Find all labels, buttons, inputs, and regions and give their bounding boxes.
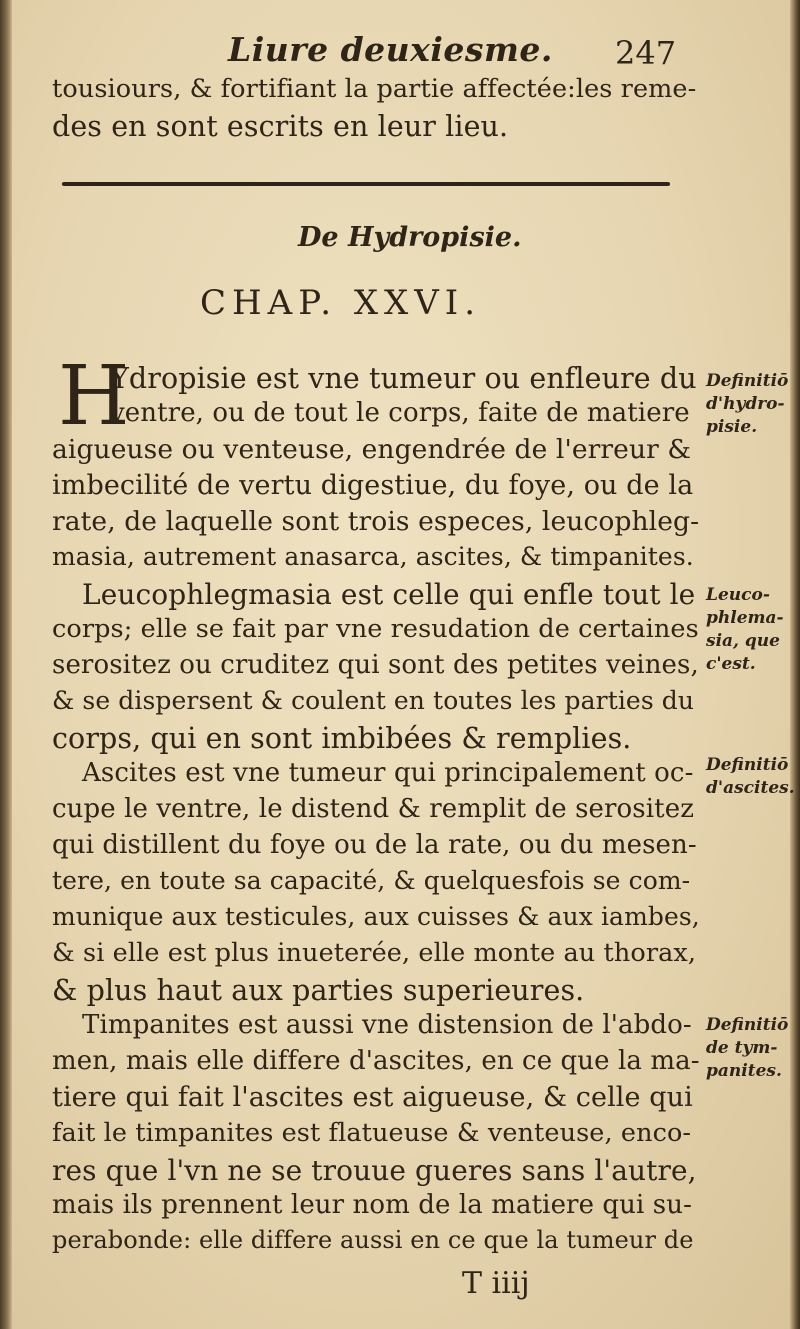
text-line: tousiours, & fortifiant la partie affectée:les reme- [52,74,697,104]
text-line: res que l'vn ne se trouue gueres sans l'autre, [52,1154,697,1187]
margin-note-line: Definitiō [706,1015,789,1035]
text-line: fait le timpanites est flatueuse & venteuse, enco- [52,1118,692,1148]
text-line: qui distillent du foye ou de la rate, ou du mesen- [52,830,697,860]
text-line: & se dispersent & coulent en toutes les parties du [52,686,695,715]
margin-note-line: c'est. [706,653,756,674]
margin-note-line: de tym- [706,1037,778,1058]
text-line: ventre, ou de tout le corps, faite de matiere [110,398,690,428]
margin-note-line: panites. [706,1060,782,1081]
drop-cap-letter: H [58,349,130,444]
margin-note-hydropisie [706,370,800,439]
margin-note-line: Leuco- [706,585,770,605]
text-line: Timpanites est aussi vne distension de l'abdo- [82,1010,692,1040]
section-divider-rule [62,182,670,186]
text-line: cupe le ventre, le distend & remplit de serositez [52,794,695,824]
text-line: Ascites est vne tumeur qui principalement oc- [82,758,694,788]
margin-note-line: phlema- [706,607,784,628]
margin-note-line: d'ascites. [706,777,795,798]
text-line: & plus haut aux parties superieures. [52,974,585,1007]
text-line: munique aux testicules, aux cuisses & aux iambes, [52,902,700,931]
text-line: serositez ou cruditez qui sont des petites veines, [52,650,699,680]
text-line: aigueuse ou venteuse, engendrée de l'erreur & [52,434,692,465]
margin-note-line: d'hydro- [706,393,785,414]
text-line: mais ils prennent leur nom de la matiere qui su- [52,1190,692,1220]
text-line: Leucophlegmasia est celle qui enfle tout le [82,578,696,611]
text-line: Ydropisie est vne tumeur ou enfleure du [110,362,697,395]
text-line: & si elle est plus inueterée, elle monte au thorax, [52,938,697,968]
margin-note-line: sia, que [706,630,780,651]
text-line: men, mais elle differe d'ascites, en ce que la ma- [52,1046,700,1076]
margin-note-line: Definitiō [706,755,789,775]
margin-note-tympanites [706,1014,800,1083]
text-line: perabonde: elle differe aussi en ce que la tumeur de [52,1226,694,1254]
text-line: corps, qui en sont imbibées & remplies. [52,722,632,755]
text-line: rate, de laquelle sont trois especes, leucophleg- [52,506,700,537]
signature-mark: T iiij [462,1266,530,1301]
margin-note-ascites [706,754,800,800]
margin-note-line: Definitiō [706,371,789,391]
text-line: masia, autrement anasarca, ascites, & timpanites. [52,542,694,571]
text-line: tere, en toute sa capacité, & quelquesfois se com- [52,866,691,895]
chapter-heading: CHAP. XXVI. [200,283,482,323]
margin-note-leucophlegmasia [706,584,800,676]
text-line: corps; elle se fait par vne resudation de certaines [52,614,699,644]
text-line: imbecilité de vertu digestiue, du foye, ou de la [52,470,694,501]
text-line: des en sont escrits en leur lieu. [52,110,509,143]
margin-note-line: pisie. [706,416,758,437]
text-line: tiere qui fait l'ascites est aigueuse, & celle qui [52,1082,693,1113]
page-number: 247 [615,34,677,72]
section-heading: De Hydropisie. [298,222,522,253]
page-gutter-shadow [0,0,12,1329]
running-header-title: Liure deuxiesme. [228,30,553,69]
